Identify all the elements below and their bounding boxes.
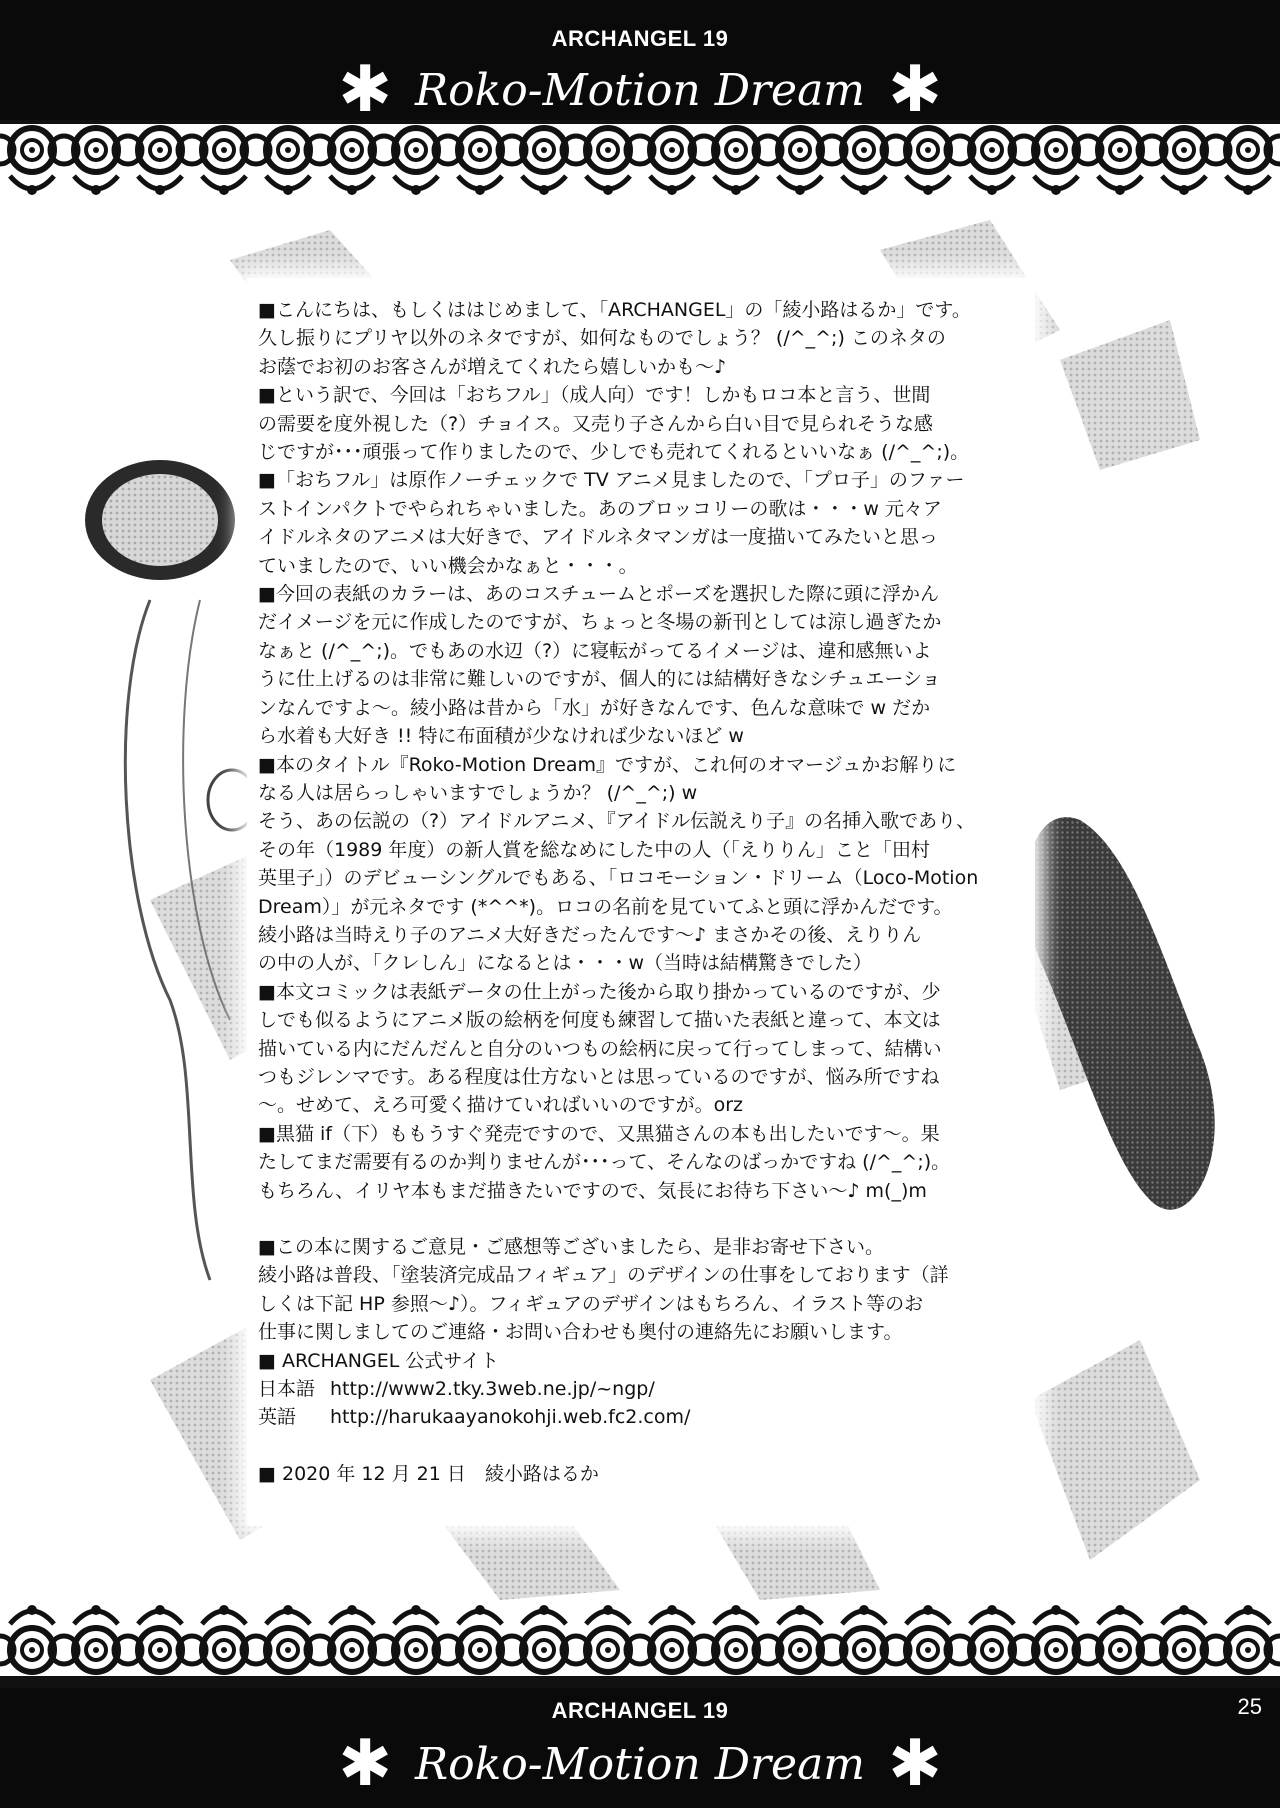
lace-border-top bbox=[0, 110, 1280, 200]
paragraph-anime: ■「おちフル」は原作ノーチェックで TV アニメ見ましたので、「プロ子」のファー ストインパクトでやられちゃいました。あのブロッコリーの歌は・・・w 元々ア イドルネタのアニメは大好きで、アイドルネタマンガは一度描いてみたいと思っ ていましたので、いい機会かなぁと・・・。 bbox=[258, 469, 965, 577]
lace-border-bottom bbox=[0, 1600, 1280, 1690]
link-row-english bbox=[258, 1403, 993, 1431]
book-subtitle: Roko-Motion Dream bbox=[414, 1738, 866, 1790]
link-row-japanese bbox=[258, 1375, 993, 1403]
paragraph-title: ■本のタイトル『Roko-Motion Dream』ですが、これ何のオマージュかお解りに なる人は居らっしゃいますでしょうか？ (/^_^;) w そう、あの伝説の（?）アイドルアニメ、『アイドル伝説えり子』の名挿入歌であり、 その年（1989 年度）の新人賞を総なめにした中の人（「えりりん」こと「田村 英里子」）のデビューシングルでもある、「ロコモーション・ドリーム（Loco-Motion Dream）」が元ネタです (*^^*)。ロコの名前を見ていてふと頭に浮かんだです。 綾小路は当時えり子のアニメ大好きだったんです～♪ まさかその後、えりりん の中の人が、「クレしん」になるとは・・・w（当時は結構驚きでした） bbox=[258, 753, 979, 975]
footer-band bbox=[0, 1688, 1280, 1808]
signature: ■ 2020 年 12 月 21 日 綾小路はるか bbox=[258, 1462, 599, 1485]
header-band bbox=[0, 0, 1280, 127]
paragraph-contact: ■この本に関するご意見・ご感想等ございましたら、是非お寄せ下さい。 綾小路は普段、「塗装済完成品フィギュア」のデザインの仕事をしております（詳 しくは下記 HP 参照～♪）。フィギュアのデザインはもちろん、イラスト等のお 仕事に関しましてのご連絡・お問い合わせも奥付の連絡先にお願いします。 bbox=[258, 1236, 949, 1344]
link-url[interactable]: http://www2.tky.3web.ne.jp/~ngp/ bbox=[330, 1378, 655, 1401]
asterisk-icon: ✱ bbox=[338, 1727, 392, 1801]
page-number: 25 bbox=[1237, 1694, 1262, 1719]
paragraph-topic: ■という訳で、今回は「おちフル」（成人向）です！しかもロコ本と言う、世間 の需要を度外視した（?）チョイス。又売り子さんから白い目で見られそうな感 じですが･･･頑張って作りましたので、少しでも売れてくれるといいなぁ (/^_^;)。 bbox=[258, 384, 970, 464]
spacer bbox=[258, 1432, 993, 1460]
afterword-text bbox=[258, 296, 993, 1488]
paragraph-comic: ■本文コミックは表紙データの仕上がった後から取り掛かっているのですが、少 しでも似るようにアニメ版の絵柄を何度も練習して描いた表紙と違って、本文は 描いている内にだんだんと自分のいつもの絵柄に戻って行ってしまって、結構い つもジレンマです。ある程度は仕方ないとは思っているのですが、悩み所ですね ～。せめて、えろ可愛く描けていればいいのですが。orz bbox=[258, 980, 942, 1117]
spacer bbox=[258, 1205, 993, 1233]
paragraph-next: ■黒猫 if（下）ももうすぐ発売ですので、又黒猫さんの本も出したいです～。果 たしてまだ需要有るのか判りませんが･･･って、そんなのばっかですね (/^_^;)。 もちろん、イリヤ本もまだ描きたいですので、気長にお待ち下さい～♪ m(_)m bbox=[258, 1122, 951, 1202]
asterisk-icon: ✱ bbox=[338, 53, 392, 127]
book-subtitle: Roko-Motion Dream bbox=[414, 64, 866, 116]
paragraph-greeting: ■こんにちは、もしくははじめまして、「ARCHANGEL」の「綾小路はるか」です。 久し振りにプリヤ以外のネタですが、如何なものでしょう？ (/^_^;) このネタの お蔭でお初のお客さんが増えてくれたら嬉しいかも～♪ bbox=[258, 299, 971, 378]
link-language: 英語 bbox=[258, 1406, 297, 1429]
asterisk-icon: ✱ bbox=[888, 1727, 942, 1801]
paragraph-cover: ■今回の表紙のカラーは、あのコスチュームとポーズを選択した際に頭に浮かん だイメージを元に作成したのですが、ちょっと冬場の新刊としては涼し過ぎたか なぁと (/^_^;)。でもあの水辺（?）に寝転がってるイメージは、違和感無いよ うに仕上げるのは非常に難しいのですが、個人的には結構好きなシチュエーショ ンなんですよ～。綾小路は昔から「水」が好きなんです、色んな意味で w だか ら水着も大好き !! 特に布面積が少なければ少ないほど w bbox=[258, 583, 942, 748]
series-title: ARCHANGEL 19 bbox=[551, 26, 729, 51]
subtitle-row bbox=[0, 53, 1280, 127]
asterisk-icon: ✱ bbox=[888, 53, 942, 127]
subtitle-row bbox=[0, 1727, 1280, 1801]
link-language: 日本語 bbox=[258, 1378, 316, 1401]
link-url[interactable]: http://harukaayanokohji.web.fc2.com/ bbox=[330, 1406, 691, 1429]
site-heading: ■ ARCHANGEL 公式サイト bbox=[258, 1349, 500, 1372]
series-title: ARCHANGEL 19 bbox=[551, 1698, 729, 1723]
